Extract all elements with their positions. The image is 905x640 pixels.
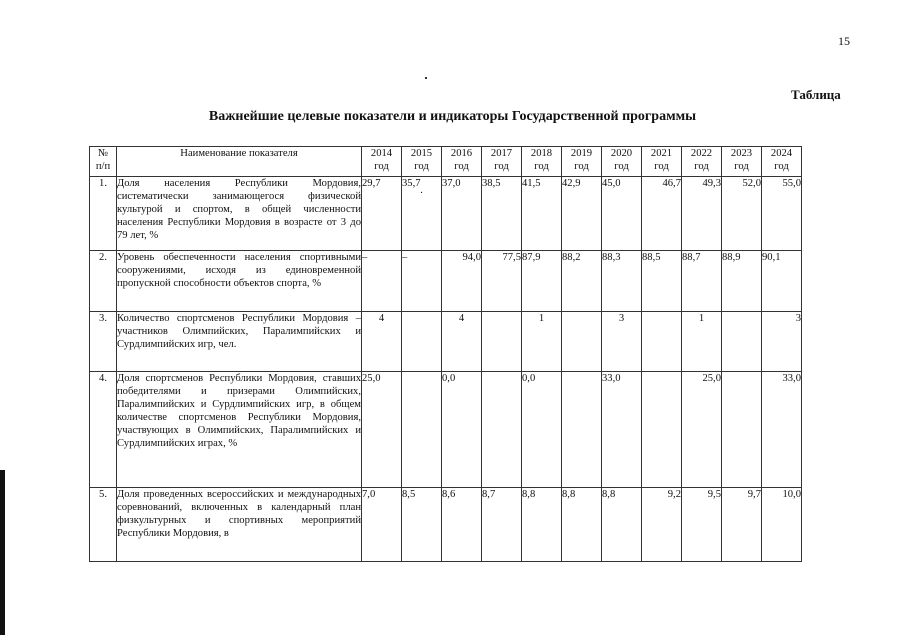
- value-cell: [562, 312, 602, 372]
- value-cell: –: [402, 251, 442, 312]
- year-suffix: год: [494, 161, 509, 172]
- value-cell: 3: [762, 312, 802, 372]
- year-label: 2015: [410, 148, 433, 159]
- year-suffix: год: [414, 161, 429, 172]
- year-suffix: год: [694, 161, 709, 172]
- header-num-line1: №: [97, 148, 109, 159]
- value-cell: 33,0: [602, 372, 642, 488]
- value-cell: 88,7: [682, 251, 722, 312]
- value-cell: 3: [602, 312, 642, 372]
- table-label: Таблица: [791, 87, 841, 102]
- indicator-name: Уровень обеспеченности населения спортивными сооружениями, исходя из единовременной пропускной способности объектов спорта, %: [117, 251, 362, 312]
- table-row: [90, 177, 802, 251]
- year-suffix: год: [534, 161, 549, 172]
- header-year: [562, 147, 602, 177]
- value-text: 35,7: [402, 178, 421, 189]
- year-label: 2018: [530, 148, 553, 159]
- value-cell: 88,3: [602, 251, 642, 312]
- table-row: [90, 372, 802, 488]
- year-label: 2024: [770, 148, 793, 159]
- value-cell: [722, 312, 762, 372]
- header-year: [402, 147, 442, 177]
- value-cell: 8,8: [562, 488, 602, 562]
- indicator-name: Доля проведенных всероссийских и международных соревнований, включенных в календарный план физкультурных и спортивных мероприятий Республики Мордовия, в: [117, 488, 362, 562]
- value-cell: 0,0: [522, 372, 562, 488]
- value-cell: [642, 372, 682, 488]
- value-cell: 42,9: [562, 177, 602, 251]
- header-year: [602, 147, 642, 177]
- value-cell: 25,0: [362, 372, 402, 488]
- value-cell: [482, 372, 522, 488]
- value-cell: 41,5: [522, 177, 562, 251]
- value-cell: [402, 312, 442, 372]
- value-cell: –: [362, 251, 402, 312]
- value-cell: [402, 177, 442, 251]
- value-cell: 33,0: [762, 372, 802, 488]
- year-suffix: год: [374, 161, 389, 172]
- value-cell: 4: [362, 312, 402, 372]
- value-cell: 94,0: [442, 251, 482, 312]
- value-cell: 9,5: [682, 488, 722, 562]
- value-cell: 8,8: [602, 488, 642, 562]
- value-cell: [722, 372, 762, 488]
- value-cell: 4: [442, 312, 482, 372]
- indicator-name: Доля населения Республики Мордовия, систематически занимающегося физической культурой и спортом, в общей численности населения Республики Мордовия в возрасте от 3 до 79 лет, %: [117, 177, 362, 251]
- year-label: 2016: [450, 148, 473, 159]
- year-label: 2017: [490, 148, 513, 159]
- value-cell: 1: [522, 312, 562, 372]
- value-cell: 9,2: [642, 488, 682, 562]
- year-label: 2019: [570, 148, 593, 159]
- header-year: [482, 147, 522, 177]
- header-year: [522, 147, 562, 177]
- year-suffix: год: [774, 161, 789, 172]
- value-cell: [642, 312, 682, 372]
- value-cell: 8,6: [442, 488, 482, 562]
- value-cell: 38,5: [482, 177, 522, 251]
- indicator-name: Количество спортсменов Республики Мордовия – участников Олимпийских, Паралимпийских и Сурдлимпийских игр, чел.: [117, 312, 362, 372]
- value-cell: 87,9: [522, 251, 562, 312]
- value-cell: 55,0: [762, 177, 802, 251]
- table-row: [90, 251, 802, 312]
- value-cell: 88,9: [722, 251, 762, 312]
- value-cell: 77,5: [482, 251, 522, 312]
- year-label: 2020: [610, 148, 633, 159]
- header-num-line2: п/п: [95, 161, 111, 172]
- value-cell: 8,7: [482, 488, 522, 562]
- value-cell: 8,5: [402, 488, 442, 562]
- header-year: [642, 147, 682, 177]
- value-cell: 88,2: [562, 251, 602, 312]
- header-year: [762, 147, 802, 177]
- row-number: 3.: [90, 312, 117, 372]
- header-year: [682, 147, 722, 177]
- page-number: 15: [838, 34, 850, 48]
- table-row: [90, 488, 802, 562]
- year-label: 2021: [650, 148, 673, 159]
- year-suffix: год: [574, 161, 589, 172]
- year-label: 2014: [370, 148, 393, 159]
- value-cell: 49,3: [682, 177, 722, 251]
- value-cell: 88,5: [642, 251, 682, 312]
- value-cell: [562, 372, 602, 488]
- value-cell: 25,0: [682, 372, 722, 488]
- table-row: [90, 312, 802, 372]
- header-year: [442, 147, 482, 177]
- value-cell: 10,0: [762, 488, 802, 562]
- value-cell: [482, 312, 522, 372]
- value-cell: 9,7: [722, 488, 762, 562]
- indicators-table: [89, 146, 802, 562]
- header-year: [362, 147, 402, 177]
- year-label: 2023: [730, 148, 753, 159]
- value-cell: 37,0: [442, 177, 482, 251]
- indicator-name: Доля спортсменов Республики Мордовия, ставших победителями и призерами Олимпийских, Паралимпийских и Сурдлимпийских игр, в общем количестве спортсменов Республики Мордовия, участвующих в Олимпийских, Паралимпийских и Сурдлимпийских играх, %: [117, 372, 362, 488]
- document-title: Важнейшие целевые показатели и индикаторы Государственной программы: [208, 109, 697, 124]
- row-number: 5.: [90, 488, 117, 562]
- header-name: Наименование показателя: [117, 147, 362, 177]
- value-cell: 29,7: [362, 177, 402, 251]
- value-cell: 8,8: [522, 488, 562, 562]
- year-suffix: год: [734, 161, 749, 172]
- year-suffix: год: [454, 161, 469, 172]
- year-label: 2022: [690, 148, 713, 159]
- row-number: 1.: [90, 177, 117, 251]
- header-row: [90, 147, 802, 177]
- header-num: [90, 147, 117, 177]
- row-number: 2.: [90, 251, 117, 312]
- value-cell: 0,0: [442, 372, 482, 488]
- value-cell: 1: [682, 312, 722, 372]
- value-cell: 46,7: [642, 177, 682, 251]
- value-cell: 7,0: [362, 488, 402, 562]
- row-number: 4.: [90, 372, 117, 488]
- value-cell: 90,1: [762, 251, 802, 312]
- value-cell: 52,0: [722, 177, 762, 251]
- stray-mark: ·: [419, 188, 424, 199]
- value-cell: 45,0: [602, 177, 642, 251]
- year-suffix: год: [654, 161, 669, 172]
- value-cell: [402, 372, 442, 488]
- year-suffix: год: [614, 161, 629, 172]
- stray-dot: [425, 77, 427, 79]
- header-year: [722, 147, 762, 177]
- scan-edge-shadow: [0, 470, 5, 635]
